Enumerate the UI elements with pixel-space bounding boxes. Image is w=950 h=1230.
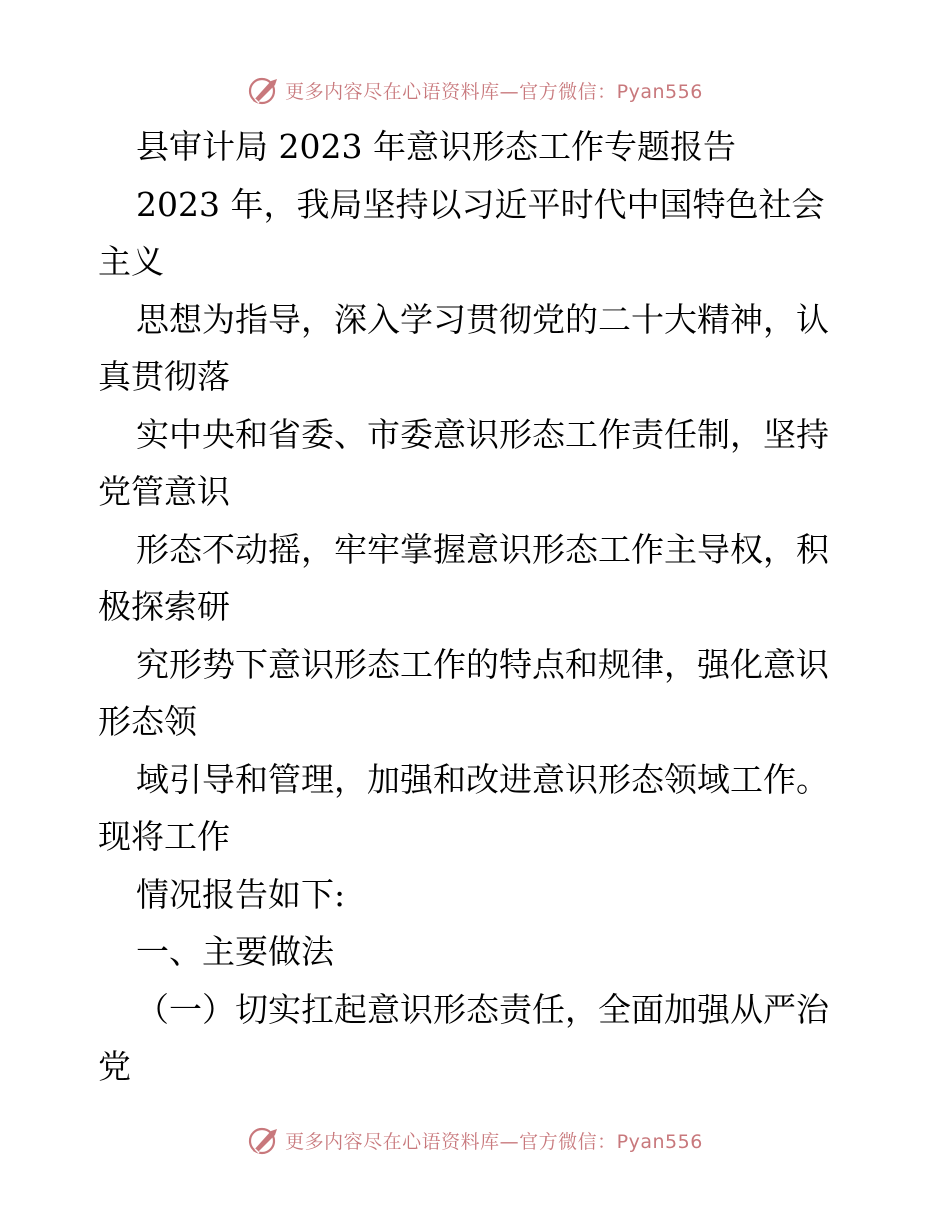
text-line: 实中央和省委、市委意识形态工作责任制，坚持	[136, 414, 829, 454]
text-line: 主义	[98, 242, 164, 281]
text-line: 现将工作	[98, 817, 230, 856]
pen-circle-logo-icon	[247, 1123, 281, 1157]
text-line: 一、主要做法	[136, 932, 334, 971]
watermark-text: 更多内容尽在心语资料库—官方微信：Pyan556	[285, 1130, 703, 1153]
text-line: 极探索研	[98, 587, 230, 626]
text-line: 党管意识	[98, 472, 230, 511]
watermark-footer	[0, 1120, 950, 1160]
watermark-text: 更多内容尽在心语资料库—官方微信：Pyan556	[285, 80, 703, 103]
document-body	[98, 118, 858, 1096]
text-line: 党	[98, 1047, 131, 1086]
text-line: 思想为指导，深入学习贯彻党的二十大精神，认	[136, 299, 829, 339]
text-line: 情况报告如下:	[136, 874, 346, 914]
watermark-header	[0, 70, 950, 110]
text-line: 县审计局 2023 年意识形态工作专题报告	[136, 127, 736, 166]
text-line: 2023 年，我局坚持以习近平时代中国特色社会	[136, 184, 825, 224]
text-line: 形态领	[98, 702, 197, 741]
text-line: 真贯彻落	[98, 357, 230, 396]
text-line: 形态不动摇，牢牢掌握意识形态工作主导权，积	[136, 529, 829, 569]
text-line: 域引导和管理，加强和改进意识形态领域工作。	[136, 759, 829, 799]
pen-circle-logo-icon	[247, 73, 281, 107]
text-line: （一）切实扛起意识形态责任，全面加强从严治	[136, 989, 829, 1029]
text-line: 究形势下意识形态工作的特点和规律，强化意识	[136, 644, 829, 684]
